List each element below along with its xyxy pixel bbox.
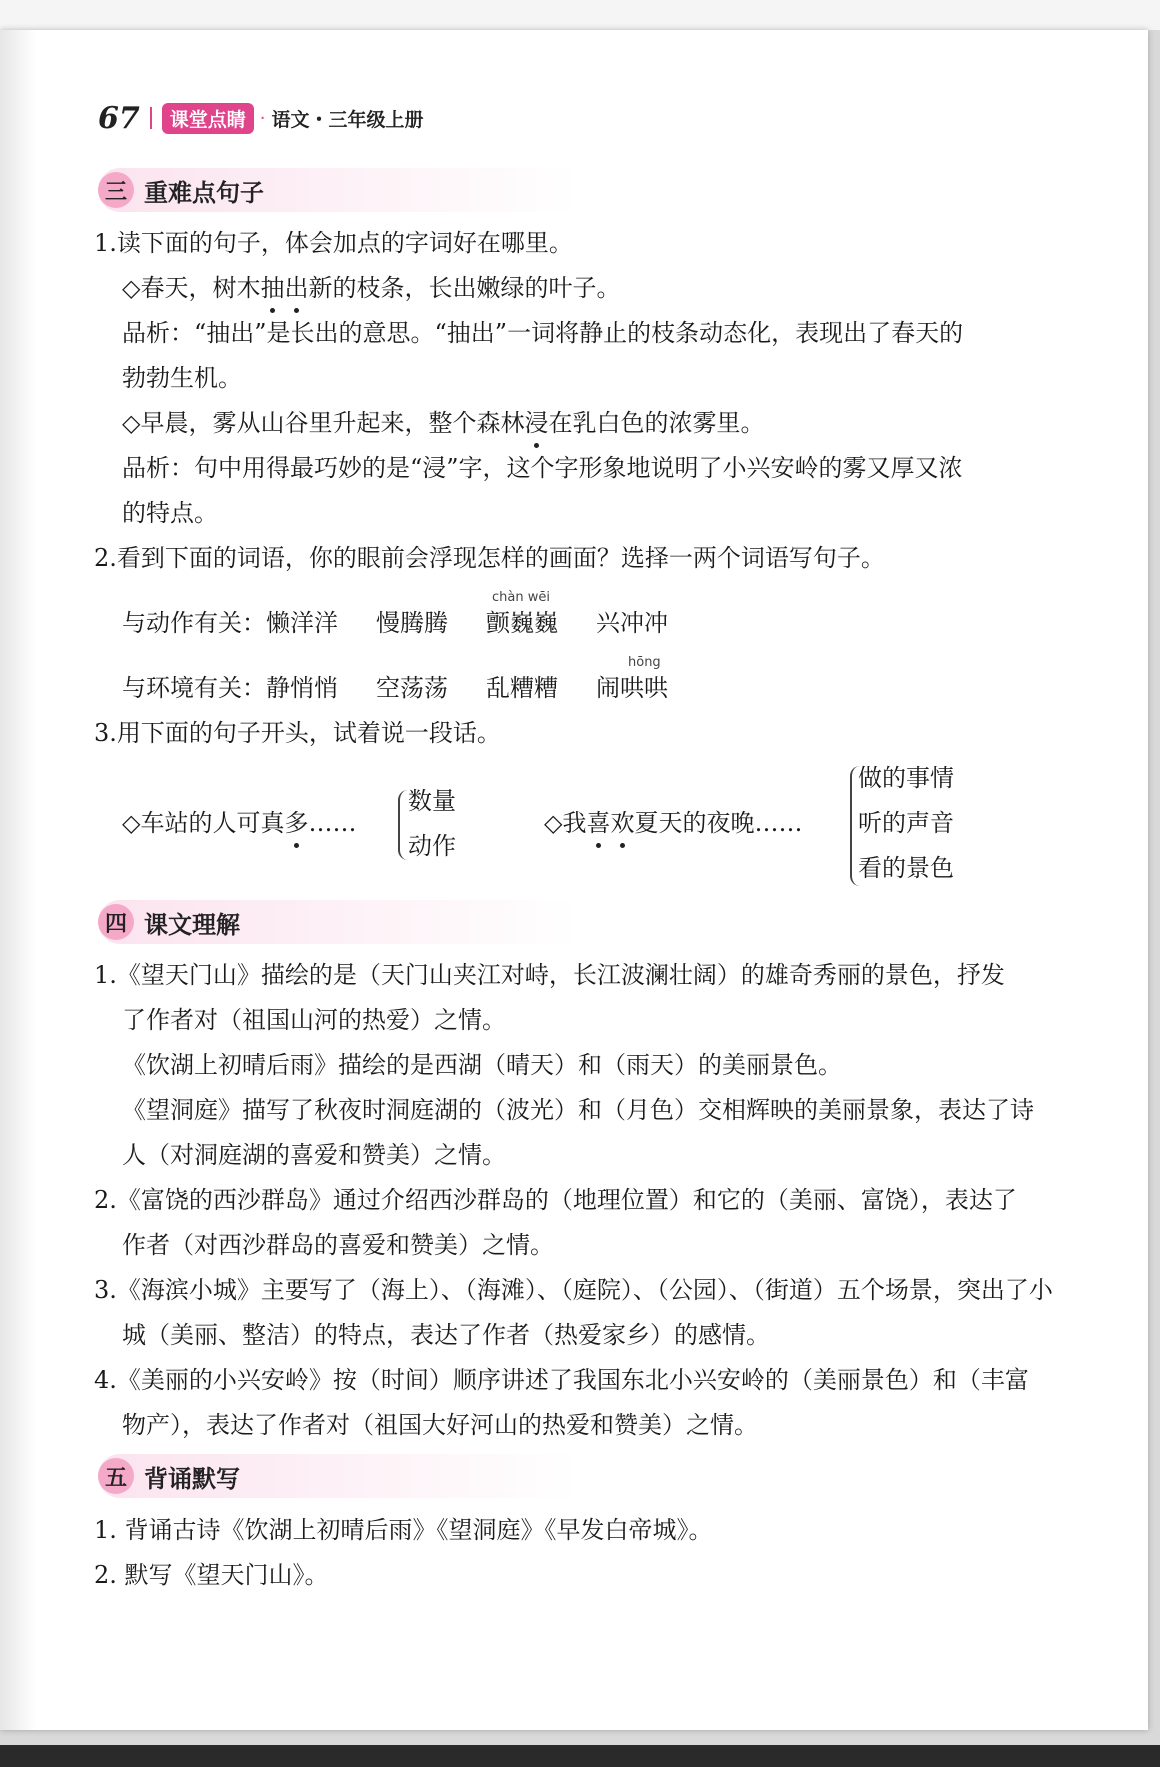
- pinyin-annotation: chàn wēi: [492, 590, 550, 605]
- word-item: 空荡荡: [376, 674, 448, 702]
- section-number-badge: 三: [98, 172, 134, 208]
- prompt-right-option: 听的声音: [858, 809, 954, 837]
- section-heading-4: [98, 900, 578, 944]
- example-text: ◇早晨，雾从山谷里升起来，整个森林: [122, 409, 525, 437]
- section-heading-3: [98, 168, 578, 212]
- emphasized-char: 多: [284, 809, 309, 837]
- question-number: 1.: [94, 229, 117, 257]
- prompt-right-option: 做的事情: [858, 764, 954, 792]
- question-text: 读下面的句子，体会加点的字词好在哪里。: [116, 229, 573, 257]
- example-text: 在乳白色的浓雾里。: [548, 409, 765, 437]
- understanding-line: 2.《富饶的西沙群岛》通过介绍西沙群岛的（地理位置）和它的（美丽、富饶），表达了: [94, 1186, 1017, 1214]
- analysis-2-line-1: 品析：句中用得最巧妙的是“浸”字，这个字形象地说明了小兴安岭的雾又厚又浓: [122, 454, 963, 482]
- section-number-badge: 四: [98, 904, 134, 940]
- prompt-left-option: 动作: [408, 832, 456, 860]
- emphasized-char: 浸: [524, 409, 549, 437]
- emphasized-char: 欢: [610, 809, 635, 837]
- example-sentence-1: [122, 273, 620, 303]
- understanding-line: 城（美丽、整洁）的特点，表达了作者（热爱家乡）的感情。: [122, 1321, 770, 1349]
- question-1: [94, 228, 573, 258]
- prompt-left-option: 数量: [408, 787, 456, 815]
- question-2: [94, 543, 885, 573]
- question-3: [94, 718, 501, 748]
- prompt-left: [122, 808, 356, 838]
- understanding-line: 1.《望天门山》描绘的是（天门山夹江对峙，长江波澜壮阔）的雄奇秀丽的景色，抒发: [94, 961, 1005, 989]
- section-heading-5: [98, 1454, 578, 1498]
- word-item: 兴冲冲: [596, 609, 668, 637]
- subject-label: 语文・三年级上册: [271, 108, 424, 131]
- example-text: 新的枝条，长出嫩绿的叶子。: [308, 274, 621, 302]
- word-item: 慢腾腾: [376, 609, 448, 637]
- prompt-text: 夏天的夜晚……: [634, 809, 803, 837]
- understanding-line: 3.《海滨小城》主要写了（海上）、（海滩）、（庭院）、（公园）、（街道）五个场景，突出了小: [94, 1276, 1053, 1304]
- understanding-line: 了作者对（祖国山河的热爱）之情。: [122, 1006, 506, 1034]
- row-label: 与动作有关：: [122, 609, 266, 637]
- analysis-1-line-2: 勃勃生机。: [122, 364, 242, 392]
- row-label: 与环境有关：: [122, 674, 266, 702]
- analysis-1-line-1: 品析：“抽出”是长出的意思。“抽出”一词将静止的枝条动态化，表现出了春天的: [122, 319, 964, 347]
- prompt-text: ……: [308, 809, 357, 837]
- question-number: 2.: [94, 544, 117, 572]
- word-row-action: [122, 608, 668, 638]
- word-item: 懒洋洋: [266, 609, 338, 637]
- section-title: 重难点句子: [144, 178, 264, 207]
- word-item: 静悄悄: [266, 674, 338, 702]
- prompt-right: [544, 808, 802, 838]
- word-item: 颤巍巍: [486, 609, 558, 637]
- viewer-top-band: [0, 0, 1160, 30]
- prompt-right-option: 看的景色: [858, 854, 954, 882]
- example-sentence-2: [122, 408, 764, 438]
- viewer-bottom-bar: [0, 1745, 1160, 1767]
- emphasized-char: 抽: [260, 274, 285, 302]
- question-number: 3.: [94, 719, 117, 747]
- understanding-line: 人（对洞庭湖的喜爱和赞美）之情。: [122, 1141, 506, 1169]
- page-header: [98, 98, 424, 138]
- understanding-line: 物产），表达了作者对（祖国大好河山的热爱和赞美）之情。: [122, 1411, 758, 1439]
- prompt-text: ◇我: [544, 809, 587, 837]
- word-item: 乱糟糟: [486, 674, 558, 702]
- page-number: 67: [98, 100, 140, 136]
- emphasized-char: 出: [284, 274, 309, 302]
- understanding-line: 《望洞庭》描写了秋夜时洞庭湖的（波光）和（月色）交相辉映的美丽景象，表达了诗: [122, 1096, 1034, 1124]
- analysis-2-line-2: 的特点。: [122, 499, 218, 527]
- example-text: ◇春天，树木: [122, 274, 261, 302]
- understanding-line: 《饮湖上初晴后雨》描绘的是西湖（晴天）和（雨天）的美丽景色。: [122, 1051, 842, 1079]
- word-item: 闹哄哄: [596, 674, 668, 702]
- prompt-text: ◇车站的人可真: [122, 809, 285, 837]
- brand-badge: 课堂点睛: [162, 103, 254, 134]
- page-shade: [0, 30, 36, 1730]
- recitation-item: 1. 背诵古诗《饮湖上初晴后雨》《望洞庭》《早发白帝城》。: [94, 1516, 713, 1544]
- section-title: 背诵默写: [144, 1464, 240, 1493]
- emphasized-char: 喜: [586, 809, 611, 837]
- section-number-badge: 五: [98, 1458, 134, 1494]
- understanding-line: 4.《美丽的小兴安岭》按（时间）顺序讲述了我国东北小兴安岭的（美丽景色）和（丰富: [94, 1366, 1029, 1394]
- header-divider: [150, 107, 152, 129]
- recitation-item: 2. 默写《望天门山》。: [94, 1561, 329, 1589]
- pinyin-annotation: hōng: [628, 655, 661, 670]
- question-text: 用下面的句子开头，试着说一段话。: [116, 719, 501, 747]
- header-dot: ·: [259, 107, 266, 129]
- understanding-line: 作者（对西沙群岛的喜爱和赞美）之情。: [122, 1231, 554, 1259]
- word-row-environment: [122, 673, 668, 703]
- question-text: 看到下面的词语，你的眼前会浮现怎样的画面？选择一两个词语写句子。: [116, 544, 885, 572]
- section-title: 课文理解: [144, 910, 240, 939]
